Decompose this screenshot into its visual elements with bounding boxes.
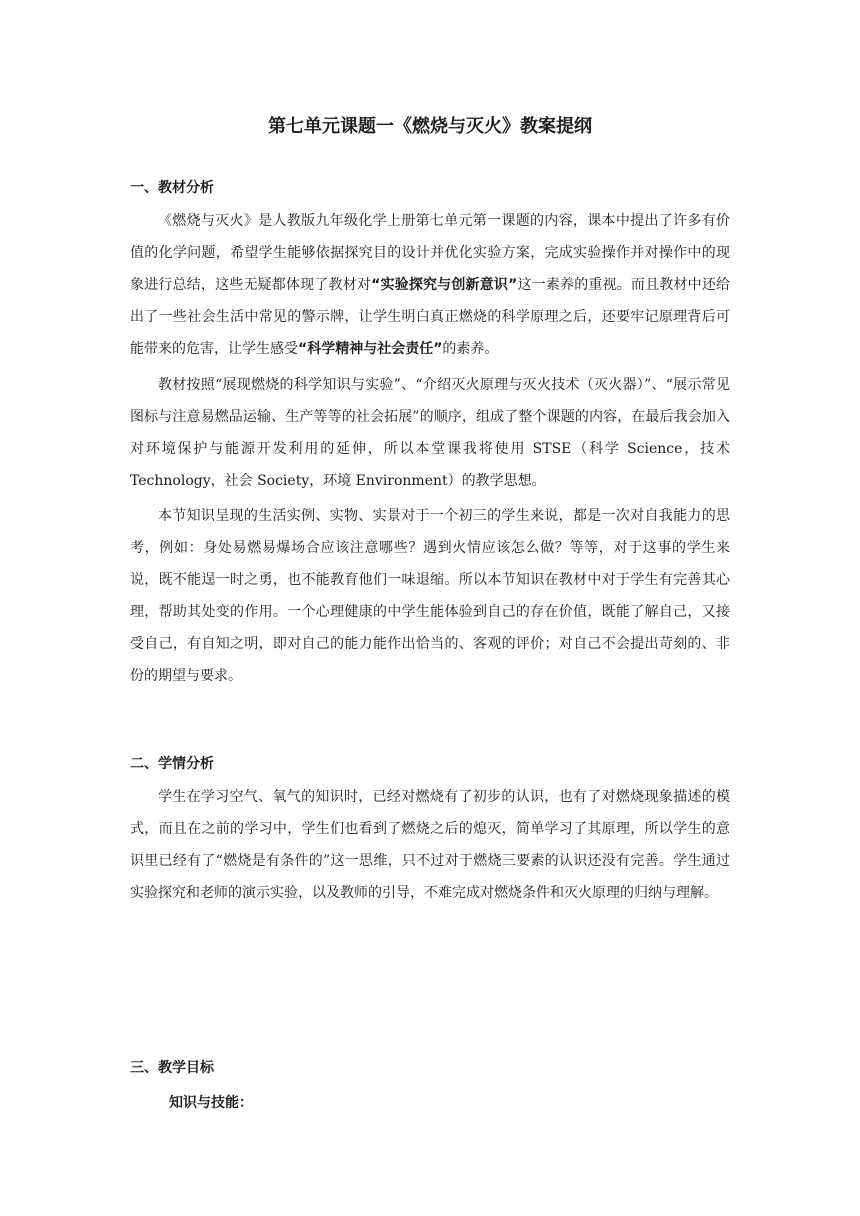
paragraph-text: 这一素养的重视。而且教材中还给出了一些社会生活中常见的警示牌，让学生明白真正燃烧的科学原理之后，还要牢记原理背后可能带来的危害，让学生感受: [130, 277, 731, 357]
document-title: 第七单元课题一《燃烧与灭火》教案提纲: [268, 116, 592, 137]
paragraph-textbook-1: [130, 205, 730, 365]
paragraph-text: 的素养。: [442, 341, 499, 357]
section-heading-textbook-analysis: 一、教材分析: [130, 180, 214, 196]
paragraph-textbook-2: 教材按照“展现燃烧的科学知识与实验”、“介绍灭火原理与灭火技术（灭火器）”、“展示常见图标与注意易燃品运输、生产等等的社会拓展”的顺序，组成了整个课题的内容，在最后我会加入对环境保护与能源开发利用的延伸，所以本堂课我将使用 STSE（科学 Science，技术 Technology，社会 Society，环境 Environment）的教学思想。: [130, 377, 730, 489]
paragraph-text: 《燃烧与灭火》是人教版九年级化学上册第七单元第一课题的内容，课本中提出了许多有价值的化学问题，希望学生能够依据探究目的设计并优化实验方案，完成实验操作并对操作中的现象进行总结，这些无疑都体现了教材对: [130, 213, 730, 293]
paragraph-textbook-3: 本节知识呈现的生活实例、实物、实景对于一个初三的学生来说，都是一次对自我能力的思考，例如：身处易燃易爆场合应该注意哪些？遇到火情应该怎么做？等等，对于这事的学生来说，既不能逞一时之勇，也不能教育他们一味退缩。所以本节知识在教材中对于学生有完善其心理，帮助其处变的作用。一个心理健康的中学生能体验到自己的存在价值，既能了解自己，又接受自己，有自知之明，即对自己的能力能作出恰当的、客观的评价；对自己不会提出苛刻的、非份的期望与要求。: [130, 508, 730, 684]
bold-phrase-scientific-spirit: “科学精神与社会责任”: [298, 341, 443, 357]
section-heading-student-analysis: 二、学情分析: [130, 756, 214, 772]
bold-phrase-experiment-inquiry: “实验探究与创新意识”: [371, 277, 518, 293]
paragraph-student-1: 学生在学习空气、氧气的知识时，已经对燃烧有了初步的认识，也有了对燃烧现象描述的模式，而且在之前的学习中，学生们也看到了燃烧之后的熄灭，简单学习了其原理，所以学生的意识里已经有了“燃烧是有条件的”这一思维，只不过对于燃烧三要素的认识还没有完善。学生通过实验探究和老师的演示实验，以及教师的引导，不难完成对燃烧条件和灭火原理的归纳与理解。: [130, 789, 730, 901]
subheading-knowledge-skills: 知识与技能：: [169, 1095, 253, 1111]
section-heading-teaching-goals: 三、教学目标: [130, 1060, 214, 1076]
